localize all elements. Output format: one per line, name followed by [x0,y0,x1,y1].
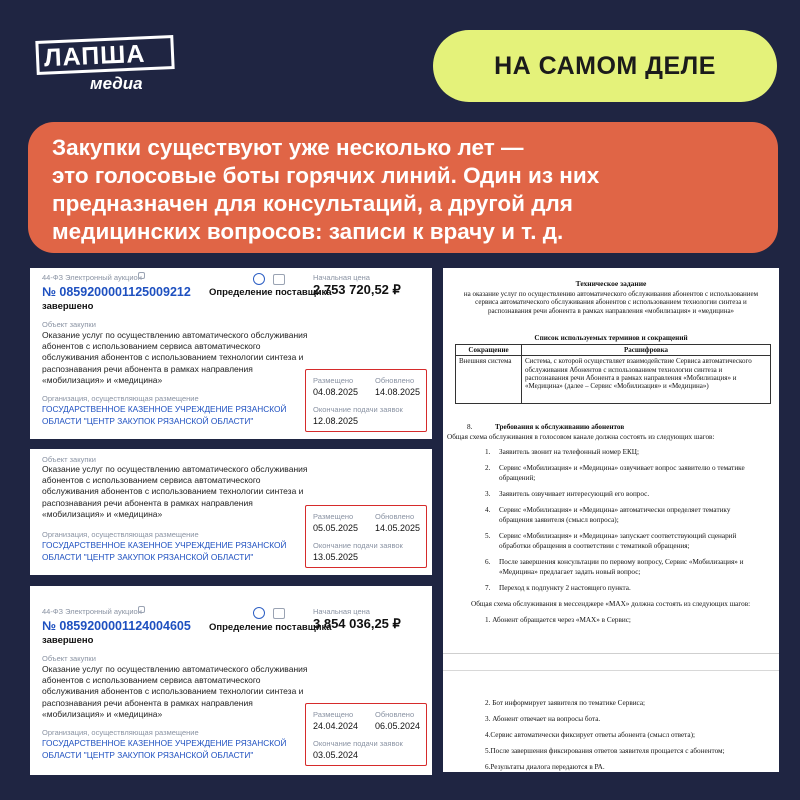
table-cell: Система, с которой осуществляет взаимодействие Сервиса автоматического обслуживания Абонентов с использованием технологии синтеза и распознавания речи Абонента в рамках направления «Мобилизация» и «Медицина» (далее – Сервис «Мобилизация» и «Медицина») [522,356,771,404]
copy-icon[interactable] [138,606,145,613]
headline-line: это голосовые боты горячих линий. Один из них [52,163,600,188]
step-number: 3. [485,490,491,498]
step-text: После завершения консультации по первому вопросу, Сервис «Мобилизация» и [499,558,744,566]
placed-date: 05.05.2025 [313,523,359,533]
headline-line: Закупки существуют уже несколько лет — [52,135,524,160]
status-text-2: завершено [42,635,94,646]
updated-date: 06.05.2024 [375,721,421,731]
law-type: 44-ФЗ Электронный аукцион [42,607,142,616]
max-step: 1. Абонент обращается через «МАХ» в Сервис; [485,616,631,624]
deadline-label: Окончание подачи заявок [313,739,403,748]
step-text: Переход к подпункту 2 настоящего пункта. [499,584,631,592]
print-icon[interactable] [273,274,285,285]
deadline-label: Окончание подачи заявок [313,405,403,414]
doc-title: Техническое задание [575,279,647,288]
placed-label: Размещено [313,710,354,719]
favorite-icon[interactable] [253,273,265,285]
placed-date: 04.08.2025 [313,387,359,397]
law-type: 44-ФЗ Электронный аукцион [42,273,142,282]
organization-link[interactable]: ГОСУДАРСТВЕННОЕ КАЗЕННОЕ УЧРЕЖДЕНИЕ РЯЗАНСКОЙ ОБЛАСТИ "ЦЕНТР ЗАКУПОК РЯЗАНСКОЙ ОБЛАСТИ" [42,404,287,426]
object-label: Объект закупки [42,455,96,464]
section-title: Требования к обслуживанию абонентов [495,423,625,431]
headline-line: медицинских вопросов: записи к врачу и т. д. [52,219,564,244]
headline-banner [28,122,778,253]
step-number: 1. [485,448,491,456]
step-text: Сервис «Мобилизация» и «Медицина» запускает соответствующий сценарий [499,532,737,540]
page-break [443,670,779,671]
terms-table [455,344,771,404]
step-text: Сервис «Мобилизация» и «Медицина» автоматически определяет тематику [499,506,731,514]
requirements-document [443,418,779,772]
deadline-date: 03.05.2024 [313,750,359,760]
deadline-date: 13.05.2025 [313,552,359,562]
object-label: Объект закупки [42,654,96,663]
logo-word: ЛАПША [43,39,146,73]
placed-date: 24.04.2024 [313,721,359,731]
step-number: 2. [485,464,491,472]
step-text: Заявитель звонит на телефонный номер ЕКЦ; [499,448,639,456]
voice-intro: Общая схема обслуживания в голосовом канале должна состоять из следующих шагов: [447,433,715,441]
initial-price: 2 753 720,52 ₽ [313,282,401,297]
procurement-card-2 [30,449,432,575]
step-number: 6. [485,558,491,566]
status-text-2: завершено [42,301,94,312]
updated-label: Обновлено [375,512,415,521]
deadline-label: Окончание подачи заявок [313,541,403,550]
logo-sub: медиа [90,74,143,93]
org-label: Организация, осуществляющая размещение [42,530,199,539]
object-description: Оказание услуг по осуществлению автоматического обслуживания абонентов с использованием сервиса автоматического обслуживания абонентов с использованием технологии синтеза и распознавания речи абонента в рамках направления «мобилизация» и «медицина» [42,664,308,719]
price-label: Начальная цена [313,607,370,616]
status-text: Определение поставщика [209,287,332,298]
table-header: Сокращение [456,345,522,356]
placed-label: Размещено [313,376,354,385]
favorite-icon[interactable] [253,607,265,619]
max-intro: Общая схема обслуживания в мессенджере «МАХ» должна состоять из следующих шагов: [471,600,751,608]
step-text: обращений; [499,474,536,482]
table-cell: Внешняя система [456,356,522,404]
object-description: Оказание услуг по осуществлению автоматического обслуживания абонентов с использованием сервиса автоматического обслуживания абонентов с использованием технологии синтеза и распознавания речи абонента в рамках направления «мобилизация» и «медицина» [42,464,308,519]
organization-link[interactable]: ГОСУДАРСТВЕННОЕ КАЗЕННОЕ УЧРЕЖДЕНИЕ РЯЗАНСКОЙ ОБЛАСТИ "ЦЕНТР ЗАКУПОК РЯЗАНСКОЙ ОБЛАСТИ" [42,738,287,760]
purchase-number-link[interactable]: № 0859200001125009212 [42,285,191,299]
org-label: Организация, осуществляющая размещение [42,728,199,737]
max-step: 5.После завершения фиксирования ответов заявителя прощается с абонентом; [485,747,725,755]
terms-title: Список используемых терминов и сокращений [534,334,688,342]
step-text: Сервис «Мобилизация» и «Медицина» озвучивает вопрос заявителю о тематике [499,464,745,472]
updated-label: Обновлено [375,376,415,385]
copy-icon[interactable] [138,272,145,279]
updated-date: 14.05.2025 [375,523,421,533]
verdict-badge-text: НА САМОМ ДЕЛЕ [494,51,716,80]
object-description: Оказание услуг по осуществлению автоматического обслуживания абонентов с использованием сервиса автоматического обслуживания абонентов с использованием технологии синтеза и распознавания речи абонента в рамках направления «мобилизация» и «медицина» [42,330,308,385]
updated-date: 14.08.2025 [375,387,421,397]
procurement-card-3 [30,586,432,775]
section-number: 8. [467,423,473,431]
placed-label: Размещено [313,512,354,521]
max-step: 4.Сервис автоматически фиксирует ответы абонента (смысл ответа); [485,731,695,739]
step-number: 5. [485,532,491,540]
doc-subtitle: на оказание услуг по осуществлению автоматического обслуживания абонентов с использованием сервиса автоматического обслуживания абонентов с использованием технологии синтеза и распознавания речи абонента в рамках направления «мобилизация» и «медицина» [463,290,759,315]
headline-line: предназначен для консультаций, а другой для [52,191,573,216]
max-step: 6.Результаты диалога передаются в РА. [485,763,605,771]
lapsha-media-logo [36,38,176,94]
updated-label: Обновлено [375,710,415,719]
table-header: Расшифровка [522,345,771,356]
step-text: Заявитель озвучивает интересующий его вопрос. [499,490,650,498]
initial-price: 3 854 036,25 ₽ [313,616,401,631]
object-label: Объект закупки [42,320,96,329]
org-label: Организация, осуществляющая размещение [42,394,199,403]
verdict-badge [433,30,777,102]
deadline-date: 12.08.2025 [313,416,359,426]
step-number: 4. [485,506,491,514]
max-step: 2. Бот информирует заявителя по тематике Сервиса; [485,699,646,707]
page-break [443,653,779,654]
print-icon[interactable] [273,608,285,619]
step-number: 7. [485,584,491,592]
status-text: Определение поставщика [209,622,332,633]
step-text: обращения заявителя (смысл вопроса); [499,516,619,524]
step-text: обработки обращения в соответствии с тематикой обращения; [499,542,690,550]
organization-link[interactable]: ГОСУДАРСТВЕННОЕ КАЗЕННОЕ УЧРЕЖДЕНИЕ РЯЗАНСКОЙ ОБЛАСТИ "ЦЕНТР ЗАКУПОК РЯЗАНСКОЙ ОБЛАСТИ" [42,540,287,562]
price-label: Начальная цена [313,273,370,282]
tech-spec-document [443,268,779,434]
purchase-number-link[interactable]: № 0859200001124004605 [42,619,191,633]
step-text: «Медицина» предлагает задать новый вопрос; [499,568,641,576]
max-step: 3. Абонент отвечает на вопросы бота. [485,715,601,723]
procurement-card-1 [30,268,432,439]
